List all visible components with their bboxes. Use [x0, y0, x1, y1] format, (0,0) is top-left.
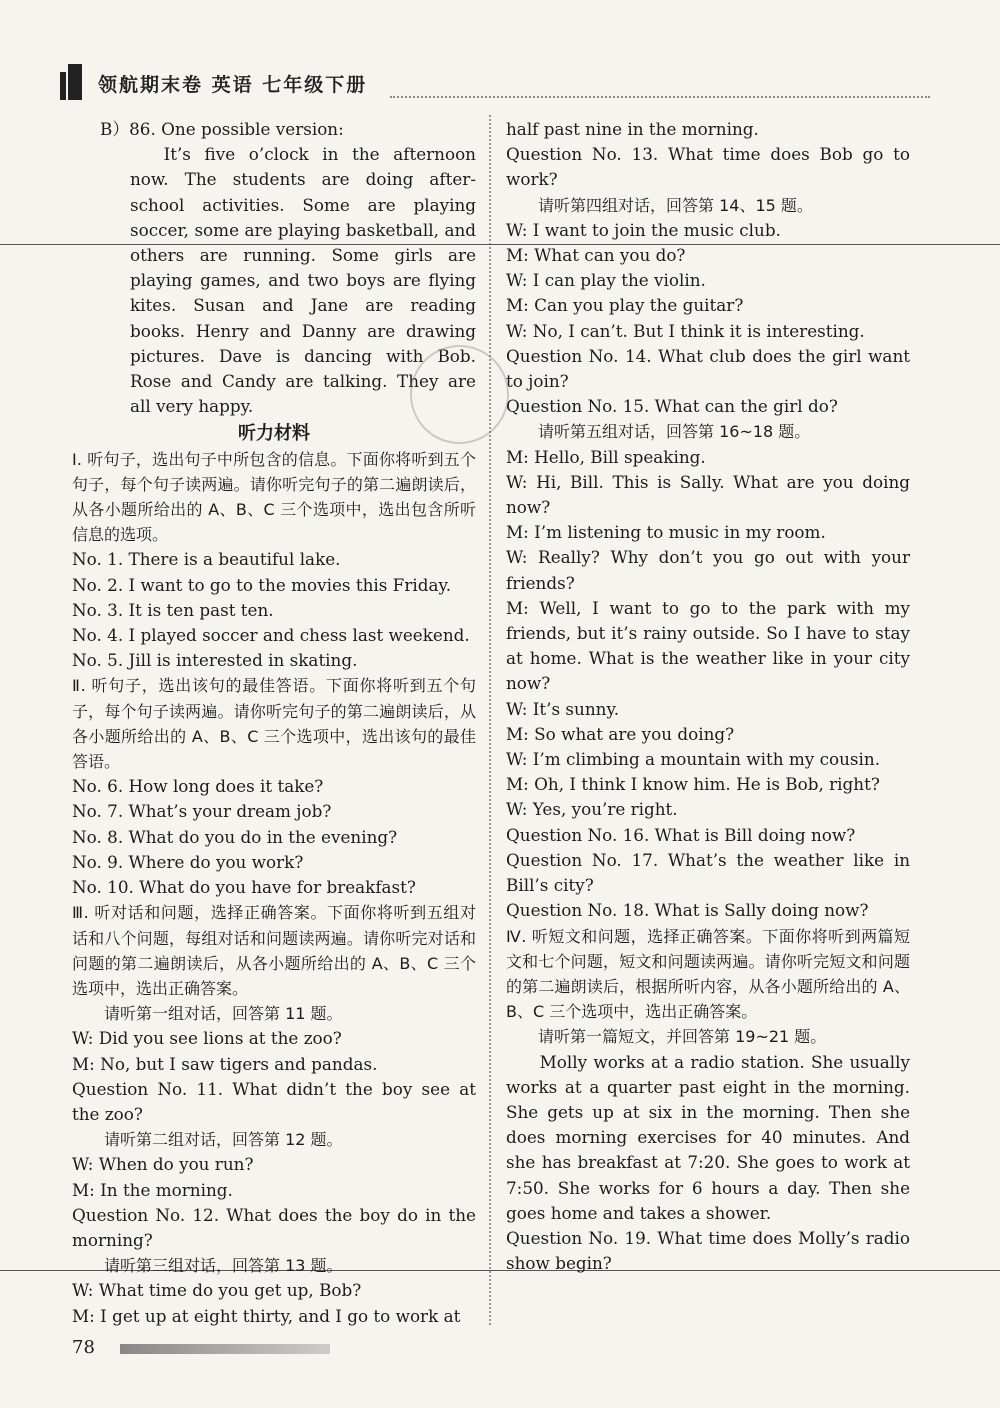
footer-decoration [120, 1344, 330, 1354]
question: Question No. 18. What is Sally doing now? [506, 900, 869, 921]
book-title: 领航期末卷 英语 七年级下册 [98, 74, 368, 96]
question: Question No. 14. What club does the girl want to join? [506, 345, 910, 392]
sentence: No. 1. There is a beautiful lake. [72, 549, 341, 570]
sentence: No. 8. What do you do in the evening? [72, 826, 398, 847]
group-heading: 请听第五组对话，回答第 16~18 题。 [538, 422, 811, 442]
dialogue-line: W: Yes, you’re right. [506, 799, 678, 820]
question: Question No. 12. What does the boy do in the morning? [72, 1204, 476, 1250]
question: Question No. 11. What didn’t the boy see at the zoo? [72, 1078, 476, 1124]
sentence: No. 3. It is ten past ten. [72, 599, 274, 620]
dialogue-line: W: Hi, Bill. This is Sally. What are you doing now? [506, 471, 910, 518]
dialogue-line: M: Hello, Bill speaking. [506, 446, 706, 467]
page-number: 78 [72, 1337, 95, 1358]
dialogue-line: W: I’m climbing a mountain with my cousin. [506, 749, 881, 770]
dialogue-line: M: No, but I saw tigers and pandas. [72, 1053, 378, 1074]
dialogue-line: M: So what are you doing? [506, 723, 735, 744]
essay-text: It’s five o’clock in the afternoon now. The students are doing after-school activities. Some are playing soccer, some are playing basketball, and others are running. Some girls are playing games, and two boys are flying kites. Susan and Jane are reading books. Henry and Danny are drawing pictures. Dave is dancing with Bob. Rose and Candy are talking. They are all very happy. [130, 144, 476, 417]
part-3-instructions: Ⅲ. 听对话和问题，选择正确答案。下面你将听到五组对话和八个问题，每组对话和问题读两遍。请你听完对话和问题的第二遍朗读后，从各小题所给出的 A、B、C 三个选项中，选出正确答案。 [72, 903, 476, 998]
header-decoration [60, 72, 66, 100]
dialogue-line: half past nine in the morning. [506, 119, 759, 139]
question: Question No. 13. What time does Bob go to work? [506, 144, 910, 190]
dialogue-line: M: In the morning. [72, 1179, 233, 1200]
dialogue-line: W: It’s sunny. [506, 698, 620, 719]
page-header [60, 62, 940, 102]
dialogue-line: M: Oh, I think I know him. He is Bob, right? [506, 774, 880, 795]
watermark-stamp [410, 345, 509, 444]
dialogue-line: W: When do you run? [72, 1154, 254, 1175]
group-heading: 请听第三组对话，回答第 13 题。 [104, 1256, 343, 1276]
group-heading: 请听第二组对话，回答第 12 题。 [104, 1130, 343, 1150]
sentence: No. 4. I played soccer and chess last weekend. [72, 625, 470, 646]
sentence: No. 5. Jill is interested in skating. [72, 650, 358, 671]
group-heading: 请听第一篇短文，并回答第 19~21 题。 [538, 1027, 827, 1047]
sentence: No. 7. What’s your dream job? [72, 801, 332, 822]
right-column [506, 117, 910, 1276]
sentence: No. 9. Where do you work? [72, 851, 304, 872]
part-1-instructions: Ⅰ. 听句子，选出句子中所包含的信息。下面你将听到五个句子，每个句子读两遍。请你听完句子的第二遍朗读后，从各小题所给出的 A、B、C 三个选项中，选出包含所听信息的选项。 [72, 449, 476, 545]
header-dotted-rule [390, 96, 930, 98]
header-decoration [68, 64, 82, 100]
dialogue-line: W: I can play the violin. [506, 270, 706, 291]
sentence: No. 6. How long does it take? [72, 776, 324, 797]
dialogue-line: W: What time do you get up, Bob? [72, 1280, 362, 1301]
section-title: 听力材料 [238, 423, 310, 445]
dialogue-line: W: Really? Why don’t you go out with your friends? [506, 547, 910, 593]
question: Question No. 16. What is Bill doing now? [506, 824, 856, 845]
group-heading: 请听第四组对话，回答第 14、15 题。 [538, 195, 813, 215]
dialogue-line: W: No, I can’t. But I think it is interesting. [506, 320, 865, 341]
essay-heading: B）86. One possible version: [100, 119, 344, 139]
dialogue-line: W: I want to join the music club. [506, 219, 781, 240]
dialogue-line: M: I get up at eight thirty, and I go to work at [72, 1305, 461, 1326]
dialogue-line: M: Can you play the guitar? [506, 295, 744, 316]
sentence: No. 10. What do you have for breakfast? [72, 877, 416, 898]
question: Question No. 17. What’s the weather like in Bill’s city? [506, 849, 910, 896]
sentence: No. 2. I want to go to the movies this Friday. [72, 574, 452, 595]
question: Question No. 19. What time does Molly’s radio show begin? [506, 1227, 910, 1274]
passage: Molly works at a radio station. She usually works at a quarter past eight in the morning. She gets up at six in the morning. Then she does morning exercises for 40 minutes. And she has breakfast at 7:20. She goes to work at 7:50. She works for 6 hours a day. Then she goes home and takes a shower. [506, 1051, 910, 1223]
question: Question No. 15. What can the girl do? [506, 396, 838, 417]
dialogue-line: M: Well, I want to go to the park with my friends, but it’s rainy outside. So I have to stay at home. What is the weather like in your city now? [506, 597, 910, 694]
part-4-instructions: Ⅳ. 听短文和问题，选择正确答案。下面你将听到两篇短文和七个问题，短文和问题读两遍。请你听完短文和问题的第二遍朗读后，根据所听内容，从各小题所给出的 A、B、C 三个选项中，选出正确答案。 [506, 926, 910, 1022]
left-column [72, 117, 476, 1329]
dialogue-line: M: I’m listening to music in my room. [506, 522, 826, 543]
dialogue-line: M: What can you do? [506, 245, 686, 266]
column-divider [489, 115, 491, 1325]
group-heading: 请听第一组对话，回答第 11 题。 [104, 1004, 343, 1024]
part-2-instructions: Ⅱ. 听句子，选出该句的最佳答语。下面你将听到五个句子，每个句子读两遍。请你听完句子的第二遍朗读后，从各小题所给出的 A、B、C 三个选项中，选出该句的最佳答语。 [72, 676, 476, 772]
dialogue-line: W: Did you see lions at the zoo? [72, 1028, 342, 1049]
